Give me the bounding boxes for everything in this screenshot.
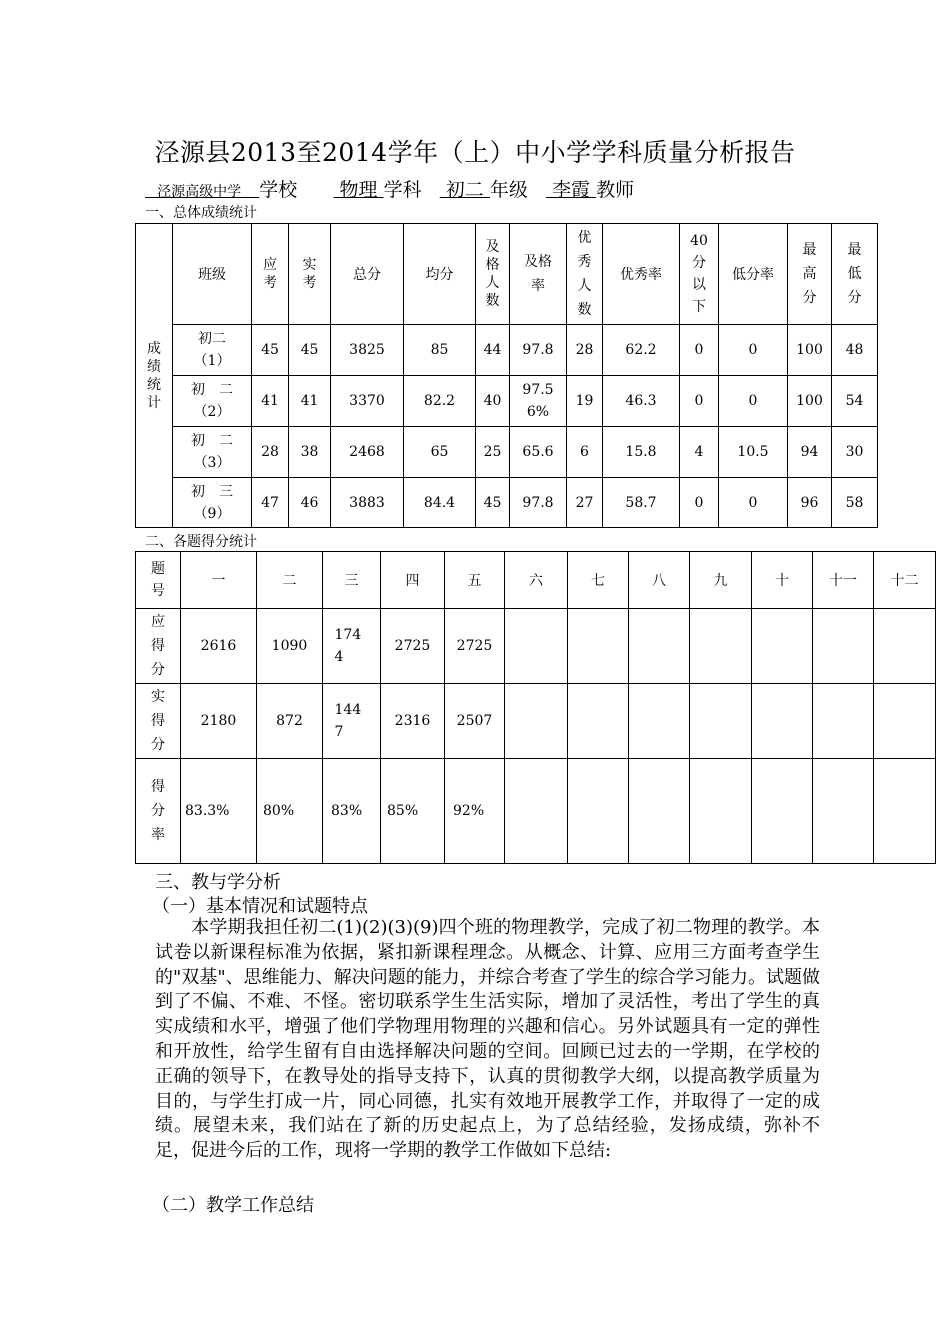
section3-heading: 三、教与学分析	[155, 872, 281, 893]
table-row: 初 二（2） 41 41 3370 82.2 40 97.56% 19 46.3 0 0 100 54	[136, 376, 878, 427]
school-name: 泾源高级中学	[157, 184, 242, 200]
subject-suffix: 学科	[383, 179, 422, 201]
column-header: 最低分	[832, 224, 878, 325]
report-title: 泾源县2013至2014学年（上）中小学学科质量分析报告	[154, 138, 796, 167]
column-header: 实考	[289, 224, 331, 325]
column-header: 总分	[331, 224, 404, 325]
column-header: 班级	[173, 224, 252, 325]
table-header-row	[136, 224, 878, 325]
question-score-table	[135, 551, 936, 864]
column-header: 优秀人数	[567, 224, 603, 325]
column-header: 均分	[404, 224, 476, 325]
column-header: 低分率	[719, 224, 788, 325]
table-row: 初二（1） 45 45 3825 85 44 97.8 28 62.2 0 0 100 48	[136, 325, 878, 376]
table-row: 初 二（3） 28 38 2468 65 25 65.6 6 15.8 4 10.5 94 30	[136, 427, 878, 478]
table-row: 实得分 2180 872 1447 2316 2507	[136, 684, 936, 759]
table-row: 应得分 2616 1090 1744 2725 2725	[136, 609, 936, 684]
section3-sub2: （二）教学工作总结	[152, 1195, 314, 1216]
section1-heading: 一、总体成绩统计	[145, 205, 257, 221]
side-label-cell: 成绩统计	[136, 224, 173, 528]
table-row: 初 三（9） 47 46 3883 84.4 45 97.8 27 58.7 0 0 96 58	[136, 478, 878, 528]
section3-sub1: （一）基本情况和试题特点	[152, 896, 368, 917]
teacher-suffix: 教师	[596, 179, 635, 201]
overall-score-table	[135, 223, 878, 528]
column-header: 最高分	[788, 224, 832, 325]
column-header: 优秀率	[603, 224, 680, 325]
school-suffix: 学校	[259, 179, 298, 201]
teacher-name: 李霞	[552, 179, 591, 201]
column-header: 40分以下	[680, 224, 719, 325]
grade-suffix: 年级	[489, 179, 528, 201]
analysis-paragraph: 本学期我担任初二(1)(2)(3)(9)四个班的物理教学，完成了初二物理的教学。本试卷以新课程标准为依据，紧扣新课程理念。从概念、计算、应用三方面考查学生的"双基"、思维能力、解决问题的能力，并综合考查了学生的综合学习能力。试题做到了不偏、不难、不怪。密切联系学生生活实际，增加了灵活性，考出了学生的真实成绩和水平，增强了他们学物理用物理的兴趣和信心。另外试题具有一定的弹性和开放性，给学生留有自由选择解决问题的空间。回顾已过去的一学期，在学校的正确的领导下，在教导处的指导支持下，认真的贯彻教学大纲，以提高教学质量为目的，与学生打成一片，同心同德，扎实有效地开展教学工作，并取得了一定的成绩。展望未来，我们站在了新的历史起点上，为了总结经验，发扬成绩，弥补不足，促进今后的工作，现将一学期的教学工作做如下总结:	[155, 917, 820, 1162]
grade-name: 初二	[445, 179, 484, 201]
column-header: 应考	[252, 224, 289, 325]
report-header-line	[145, 175, 634, 202]
column-header: 及格人数	[476, 224, 510, 325]
section2-heading: 二、各题得分统计	[145, 534, 257, 550]
table-row: 得分率 83.3% 80% 83% 85% 92%	[136, 759, 936, 864]
column-header: 及格率	[510, 224, 567, 325]
subject-name: 物理	[339, 179, 378, 201]
table-header-row: 题号 一 二 三 四 五 六 七 八 九 十 十一 十二	[136, 552, 936, 609]
